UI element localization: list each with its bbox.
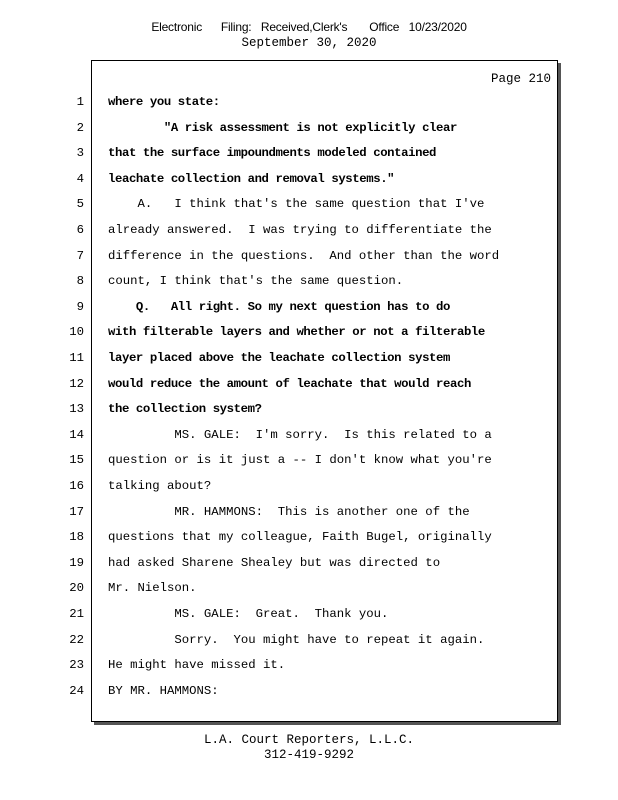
transcript-date: September 30, 2020 — [241, 36, 377, 50]
line-number: 17 — [69, 504, 84, 519]
page-number: Page 210 — [490, 72, 551, 86]
line-text: question or is it just a -- I don't know what you're — [108, 453, 492, 468]
line-number: 1 — [76, 95, 84, 109]
line-number: 11 — [69, 351, 84, 365]
transcript-line — [0, 397, 618, 423]
footer-phone: 312-419-9292 — [263, 748, 354, 762]
transcript-line — [0, 269, 618, 295]
filing-office: Office — [369, 20, 400, 34]
line-number: 6 — [76, 223, 84, 237]
line-text: He might have missed it. — [108, 658, 286, 673]
transcript-line — [0, 116, 618, 142]
line-text: questions that my colleague, Faith Bugel, originally — [108, 530, 492, 545]
line-text: the collection system? — [108, 402, 262, 417]
filing-label: Filing: — [220, 20, 252, 34]
line-text: would reduce the amount of leachate that would reach — [108, 376, 471, 391]
transcript-line — [0, 500, 618, 526]
line-number: 18 — [69, 530, 84, 545]
line-number: 4 — [76, 171, 84, 186]
line-text: "A risk assessment is not explicitly clear — [108, 120, 457, 135]
line-text: Mr. Nielson. — [108, 581, 197, 596]
line-number: 9 — [76, 299, 84, 314]
transcript-line — [0, 448, 618, 474]
filing-date: 10/23/2020 — [408, 20, 467, 34]
filing-received: Received,Clerk's — [260, 20, 348, 34]
line-number: 16 — [69, 479, 84, 493]
line-number: 7 — [76, 248, 84, 263]
line-text: that the surface impoundments modeled contained — [108, 146, 437, 161]
transcript-line — [0, 653, 618, 679]
line-number: 3 — [76, 146, 84, 161]
transcript-line — [0, 90, 618, 116]
transcript-line — [0, 192, 618, 218]
filing-electronic: Electronic — [151, 20, 203, 34]
line-text: with filterable layers and whether or not a filterable — [108, 325, 485, 340]
electronic-filing-header — [0, 20, 618, 34]
transcript-line — [0, 551, 618, 577]
line-number: 20 — [69, 581, 84, 596]
line-text: BY MR. HAMMONS: — [108, 683, 219, 698]
line-text: where you state: — [108, 95, 220, 109]
transcript-line — [0, 295, 618, 321]
line-number: 5 — [76, 197, 84, 212]
transcript-line — [0, 346, 618, 372]
line-text: had asked Sharene Shealey but was directed to — [108, 555, 441, 570]
transcript-line — [0, 628, 618, 654]
transcript-line — [0, 602, 618, 628]
transcript-line — [0, 320, 618, 346]
transcript-line — [0, 218, 618, 244]
line-number: 12 — [69, 376, 84, 391]
transcript-line — [0, 167, 618, 193]
line-number: 24 — [69, 683, 84, 698]
transcript-line — [0, 244, 618, 270]
line-number: 8 — [76, 274, 84, 289]
footer-company: L.A. Court Reporters, L.L.C. — [203, 733, 415, 747]
line-text: leachate collection and removal systems." — [108, 171, 395, 186]
transcript-line — [0, 576, 618, 602]
line-number: 22 — [69, 632, 84, 647]
transcript-line — [0, 423, 618, 449]
transcript-line — [0, 372, 618, 398]
line-number: 2 — [76, 120, 84, 135]
line-text: already answered. I was trying to differentiate the — [108, 223, 492, 237]
line-number: 21 — [69, 607, 84, 621]
line-number: 13 — [69, 402, 84, 417]
line-text: Q. All right. So my next question has to do — [108, 299, 450, 314]
line-number: 15 — [69, 453, 84, 468]
line-text: talking about? — [108, 479, 212, 493]
line-text: layer placed above the leachate collection system — [108, 351, 450, 365]
line-number: 10 — [69, 325, 84, 340]
line-text: difference in the questions. And other than the word — [108, 248, 500, 263]
line-text: MR. HAMMONS: This is another one of the — [108, 504, 470, 519]
line-text: MS. GALE: I'm sorry. Is this related to a — [108, 427, 492, 442]
line-number: 14 — [69, 427, 84, 442]
line-text: count, I think that's the same question. — [108, 274, 404, 289]
transcript-line — [0, 679, 618, 705]
line-number: 19 — [69, 555, 84, 570]
transcript-line — [0, 474, 618, 500]
line-text: A. I think that's the same question that I've — [108, 197, 485, 212]
line-text: MS. GALE: Great. Thank you. — [108, 607, 389, 621]
line-number: 23 — [69, 658, 84, 673]
transcript-line — [0, 141, 618, 167]
transcript-line — [0, 525, 618, 551]
line-text: Sorry. You might have to repeat it again. — [108, 632, 485, 647]
